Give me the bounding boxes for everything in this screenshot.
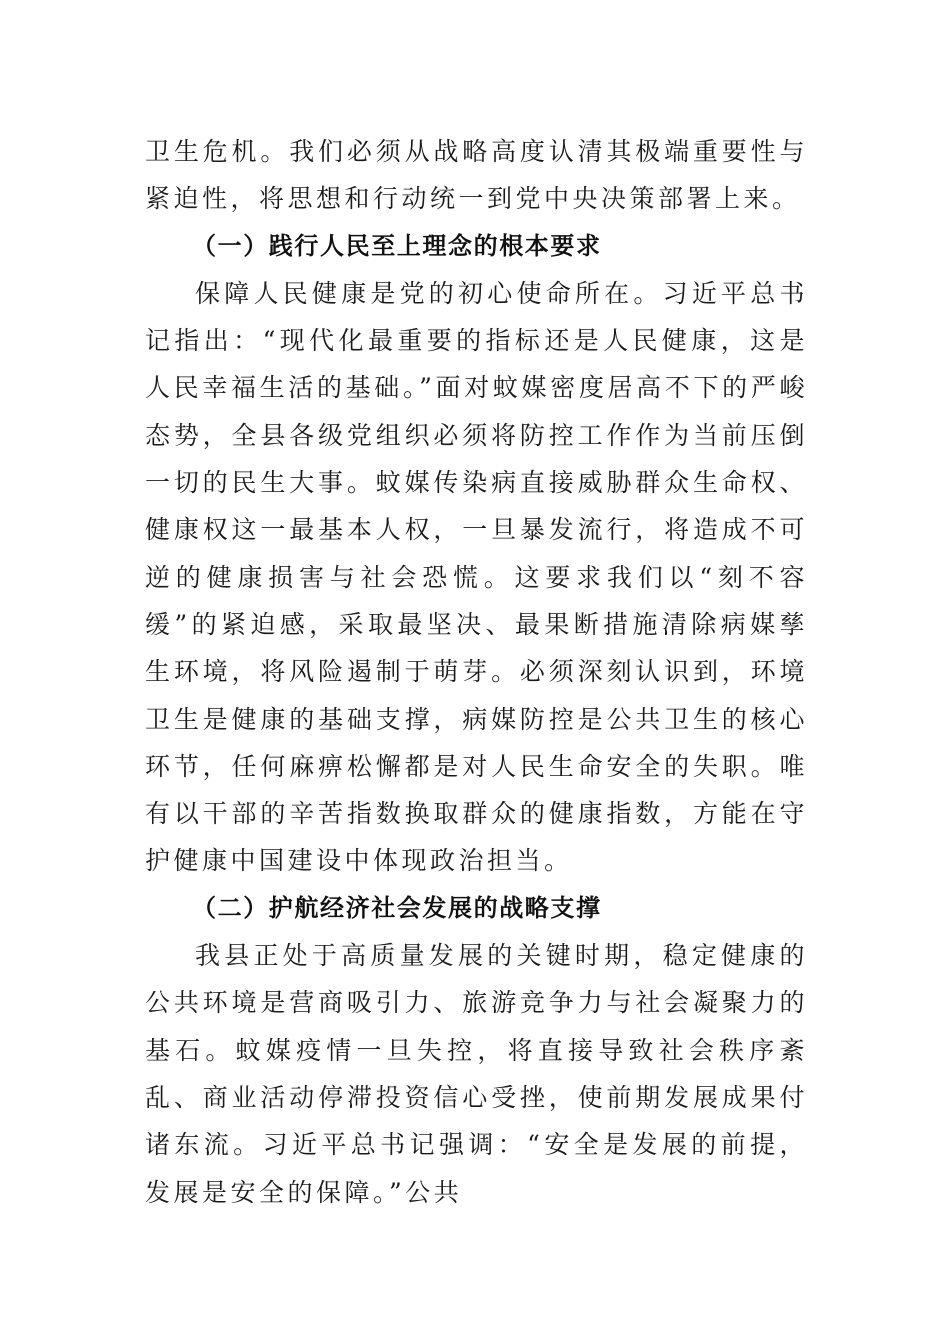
paragraph-2: 我县正处于高质量发展的关键时期，稳定健康的公共环境是营商吸引力、旅游竞争力与社会凝聚力的基石。蚊媒疫情一旦失控，将直接导致社会秩序紊乱、商业活动停滞投资信心受挫，使前期发展成果付诸东流。习近平总书记强调：“安全是发展的前提，发展是安全的保障。”公共 <box>145 941 808 1207</box>
paragraph-1: 保障人民健康是党的初心使命所在。习近平总书记指出：“现代化最重要的指标还是人民健康，这是人民幸福生活的基础。”面对蚊媒密度居高不下的严峻态势，全县各级党组织必须将防控工作作为当前压倒一切的民生大事。蚊媒传染病直接威胁群众生命权、健康权这一最基本人权，一旦暴发流行，将造成不可逆的健康损害与社会恐慌。这要求我们以“刻不容缓”的紧迫感，采取最坚决、最果断措施清除病媒孳生环境，将风险遏制于萌芽。必须深刻认识到，环境卫生是健康的基础支撑，病媒防控是公共卫生的核心环节，任何麻痹松懈都是对人民生命安全的失职。唯有以干部的辛苦指数换取群众的健康指数，方能在守护健康中国建设中体现政治担当。 <box>145 278 808 876</box>
section-heading-2: （二）护航经济社会发展的战略支撑 <box>192 893 602 922</box>
section-heading-1: （一）践行人民至上理念的根本要求 <box>192 231 602 260</box>
paragraph-intro: 卫生危机。我们必须从战略高度认清其极端重要性与紧迫性，将思想和行动统一到党中央决策部署上来。 <box>145 137 808 214</box>
document-body <box>145 128 808 1216</box>
